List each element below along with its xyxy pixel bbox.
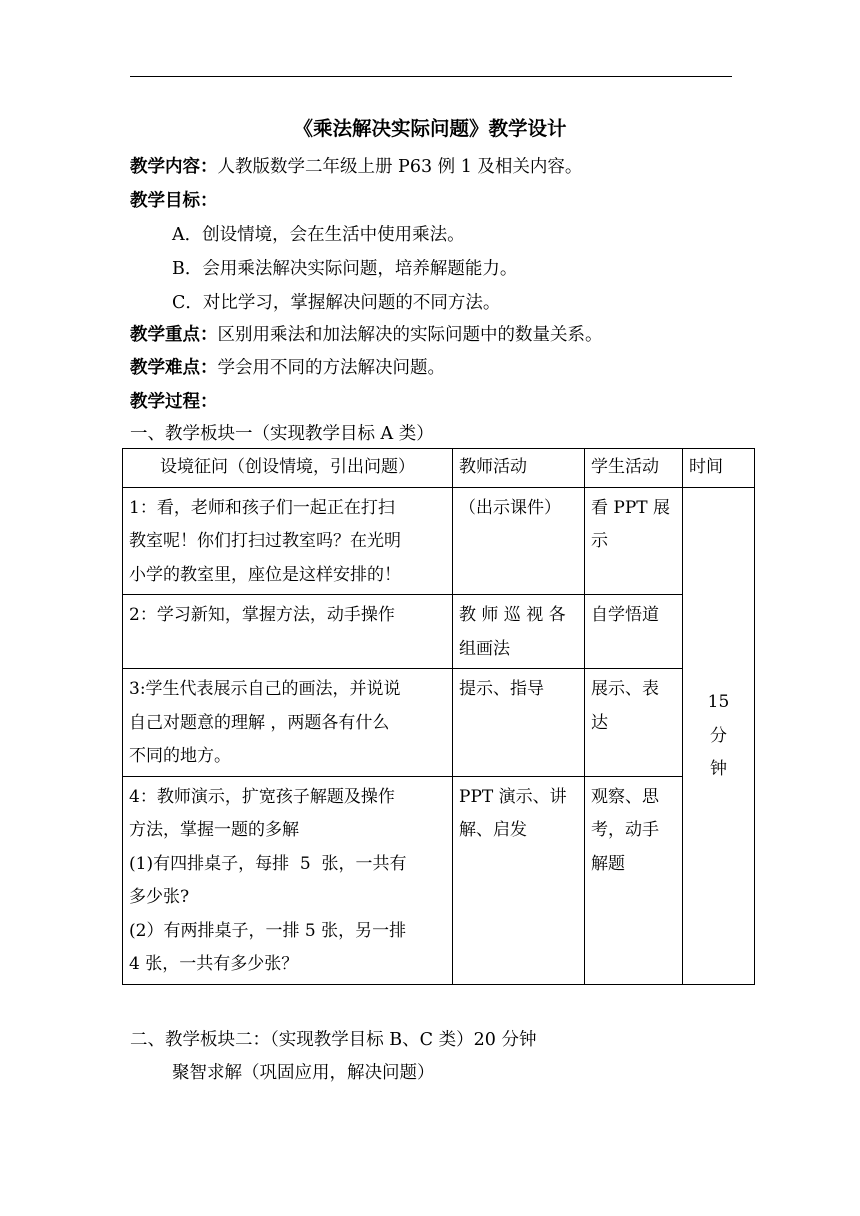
- task-line: 多少张?: [129, 887, 190, 907]
- task-line: 4：教师演示，扩宽孩子解题及操作: [129, 786, 395, 807]
- goal-item-c: C．对比学习，掌握解决问题的不同方法。: [172, 293, 501, 313]
- section-two-subheading: 聚智求解（巩固应用，解决问题）: [172, 1063, 435, 1083]
- task-line: (2）有两排桌子，一排 5 张，另一排: [129, 920, 407, 941]
- student-line: 示: [591, 531, 608, 551]
- teacher-activity-cell: [453, 776, 585, 984]
- teacher-activity-cell: [453, 487, 585, 595]
- table-row: [123, 669, 755, 777]
- time-cell: [683, 487, 755, 984]
- header-task: 设境征问（创设情境，引出问题）: [123, 449, 453, 488]
- time-line: 分: [710, 725, 727, 746]
- time-line: 15: [707, 692, 730, 713]
- key-point-text: 区别用乘法和加法解决的实际问题中的数量关系。: [217, 325, 603, 345]
- teaching-content-text: 人教版数学二年级上册 P63 例 1 及相关内容。: [217, 157, 583, 177]
- table-row: [123, 776, 755, 984]
- student-activity-cell: [585, 487, 683, 595]
- student-line: 展示、表: [591, 679, 659, 699]
- teaching-process-label: 教学过程：: [130, 392, 218, 412]
- task-cell: [123, 669, 453, 777]
- section-one-heading: 一、教学板块一（实现教学目标 A 类）: [130, 424, 434, 444]
- student-line: 观察、思: [591, 786, 659, 807]
- teacher-line: 组画法: [459, 638, 510, 659]
- table-header-row: [123, 449, 755, 488]
- task-line: 小学的教室里，座位是这样安排的！: [129, 564, 401, 585]
- student-activity-cell: [585, 669, 683, 777]
- teaching-content: [130, 154, 582, 180]
- section-two-heading: 二、教学板块二：（实现教学目标 B、C 类）20 分钟: [130, 1030, 537, 1050]
- header-rule: [130, 76, 732, 77]
- difficulty-text: 学会用不同的方法解决问题。: [217, 358, 445, 378]
- task-cell: [123, 776, 453, 984]
- goal-item-b: B．会用乘法解决实际问题，培养解题能力。: [172, 259, 518, 279]
- task-cell: [123, 487, 453, 595]
- task-line: 自己对题意的理解 ，两题各有什么: [129, 712, 390, 733]
- key-point: [130, 322, 603, 348]
- teacher-line: 提示、指导: [459, 679, 544, 699]
- table-row: [123, 595, 755, 669]
- key-point-label: 教学重点：: [130, 325, 218, 345]
- header-teacher-activity: 教师活动: [453, 449, 585, 488]
- teacher-line: （出示课件）: [459, 497, 561, 518]
- teacher-line: 解、启发: [459, 820, 527, 840]
- task-line: 4 张，一共有多少张？: [129, 954, 299, 974]
- student-line: 达: [591, 712, 608, 733]
- task-cell: [123, 595, 453, 669]
- teacher-line: PPT 演示、讲: [459, 786, 567, 807]
- document-title: 《乘法解决实际问题》教学设计: [293, 117, 567, 140]
- teacher-activity-cell: [453, 669, 585, 777]
- student-line: 自学悟道: [591, 605, 659, 625]
- goal-item-a: A．创设情境，会在生活中使用乘法。: [172, 225, 465, 245]
- teacher-line: 教 师 巡 视 各: [459, 605, 566, 625]
- task-line: 方法，掌握一题的多解: [129, 820, 299, 840]
- lesson-table: [122, 448, 755, 985]
- header-time: 时间: [683, 449, 755, 488]
- time-line: 钟: [710, 759, 727, 780]
- student-activity-cell: [585, 776, 683, 984]
- task-line: 3:学生代表展示自己的画法，并说说: [129, 679, 401, 699]
- task-line: (1)有四排桌子，每排 5 张，一共有: [129, 853, 407, 874]
- difficulty: [130, 355, 445, 381]
- table-row: [123, 487, 755, 595]
- task-line: 不同的地方。: [129, 746, 231, 766]
- task-line: 教室呢！你们打扫过教室吗？在光明: [129, 531, 401, 551]
- student-line: 看 PPT 展: [591, 497, 671, 518]
- task-line: 2：学习新知，掌握方法，动手操作: [129, 605, 395, 625]
- student-line: 考，动手: [591, 820, 659, 840]
- teaching-content-label: 教学内容：: [130, 157, 218, 177]
- teaching-goals-label: 教学目标：: [130, 191, 218, 211]
- task-line: 1：看，老师和孩子们一起正在打扫: [129, 497, 395, 518]
- student-line: 解题: [591, 853, 625, 874]
- teacher-activity-cell: [453, 595, 585, 669]
- header-student-activity: 学生活动: [585, 449, 683, 488]
- student-activity-cell: [585, 595, 683, 669]
- difficulty-label: 教学难点：: [130, 358, 218, 378]
